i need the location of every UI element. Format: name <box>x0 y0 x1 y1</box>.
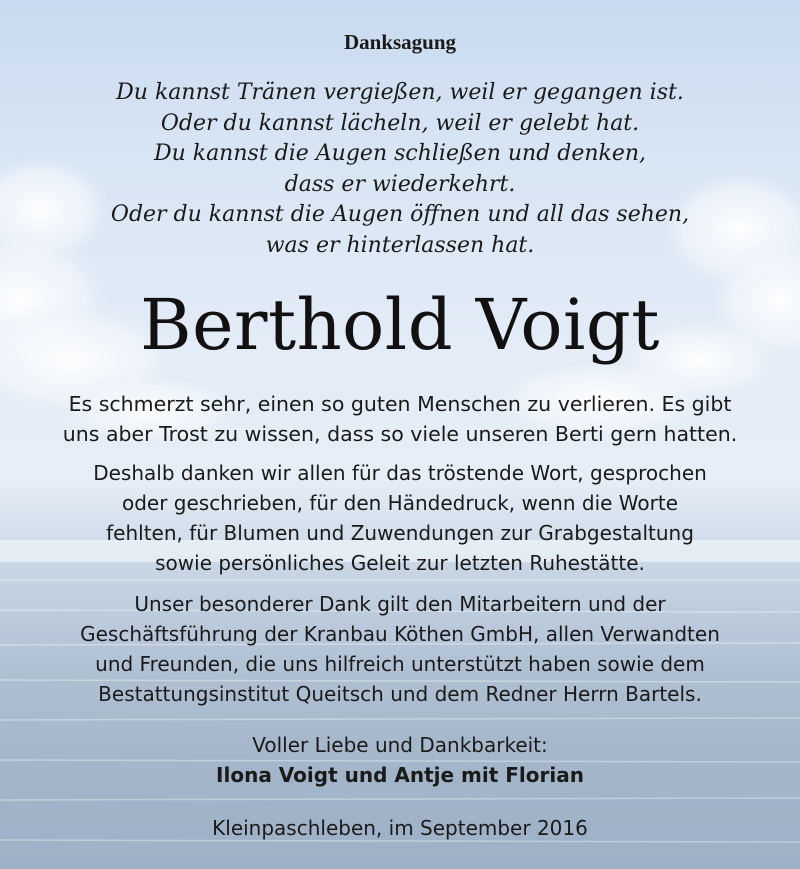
poem-line: Du kannst Tränen vergießen, weil er gegangen ist. <box>116 80 684 105</box>
paragraph-line: Es schmerzt sehr, einen so guten Menschen zu verlieren. Es gibt <box>68 392 732 416</box>
paragraph-2 <box>0 458 800 578</box>
poem-line: Oder du kannst lächeln, weil er gelebt hat. <box>160 110 640 136</box>
poem-line: Du kannst die Augen schließen und denken, <box>153 141 647 166</box>
paragraph-3 <box>0 589 800 709</box>
poem-line: was er hinterlassen hat. <box>265 232 535 258</box>
deceased-name: Berthold Voigt <box>140 284 660 366</box>
paragraph-line: Bestattungsinstitut Queitsch und dem Redner Herrn Bartels. <box>98 682 702 706</box>
paragraph-line: und Freunden, die uns hilfreich unterstützt haben sowie dem <box>95 652 705 676</box>
poem-line: Oder du kannst die Augen öffnen und all das sehen, <box>110 202 690 227</box>
paragraph-line: oder geschrieben, für den Händedruck, wenn die Worte <box>121 491 679 515</box>
signers: Ilona Voigt und Antje mit Florian <box>216 763 584 787</box>
paragraph-line: sowie persönliches Geleit zur letzten Ruhestätte. <box>155 551 645 575</box>
paragraph-1 <box>0 389 800 449</box>
paragraph-line: fehlten, für Blumen und Zuwendungen zur Grabgestaltung <box>106 521 694 545</box>
place-date: Kleinpaschleben, im September 2016 <box>212 816 588 840</box>
closing-phrase: Voller Liebe und Dankbarkeit: <box>252 733 548 757</box>
paragraph-line: Unser besonderer Dank gilt den Mitarbeitern und der <box>134 592 666 616</box>
closing-block <box>0 730 800 790</box>
paragraph-line: Deshalb danken wir allen für das tröstende Wort, gesprochen <box>93 461 707 485</box>
poem-line: dass er wiederkehrt. <box>284 171 516 197</box>
paragraph-line: Geschäftsführung der Kranbau Köthen GmbH, allen Verwandten <box>80 622 720 646</box>
poem <box>0 78 800 261</box>
heading: Danksagung <box>343 30 457 54</box>
paragraph-line: uns aber Trost zu wissen, dass so viele unseren Berti gern hatten. <box>62 422 738 446</box>
